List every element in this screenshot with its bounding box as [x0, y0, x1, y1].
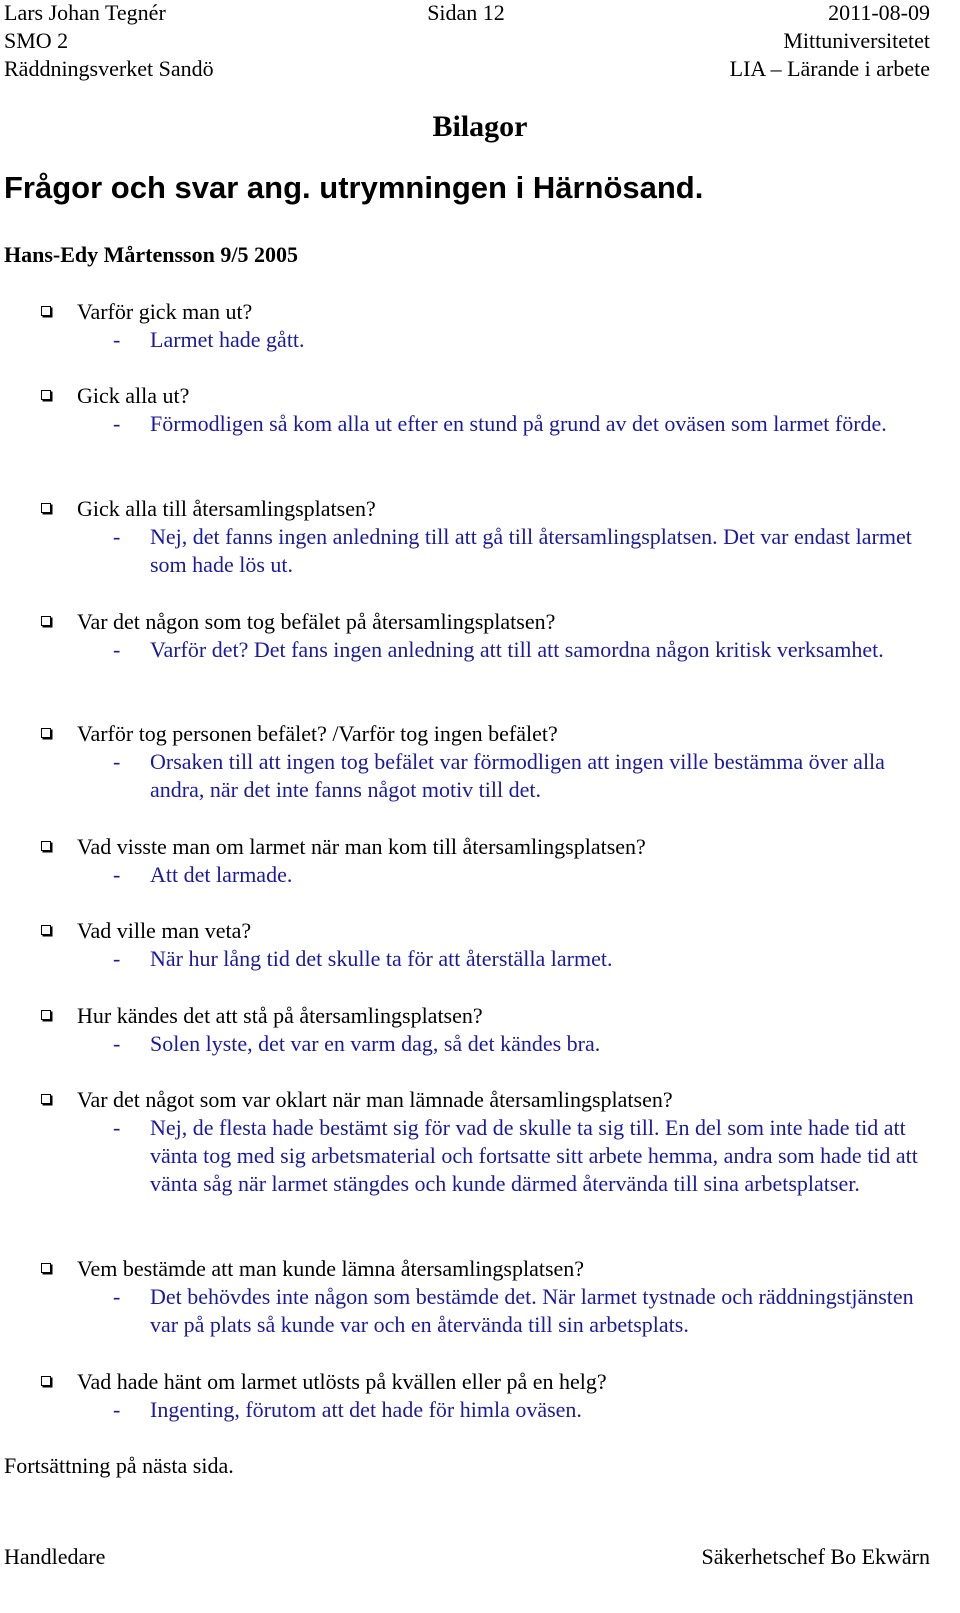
question-text: Vem bestämde att man kunde lämna återsamlingsplatsen?	[77, 1256, 585, 1281]
checkbox-bullet-icon	[41, 925, 51, 935]
continuation-note: Fortsättning på nästa sida.	[4, 1453, 234, 1478]
answer-dash: -	[113, 862, 121, 887]
question-text: Vad hade hänt om larmet utlösts på kvällen eller på en helg?	[77, 1369, 607, 1394]
answer-dash: -	[113, 327, 121, 352]
header-university: Mittuniversitetet	[783, 28, 930, 53]
header-organization: Räddningsverket Sandö	[4, 56, 214, 81]
question-text: Var det något som var oklart när man lämnade återsamlingsplatsen?	[77, 1087, 673, 1112]
answer-dash: -	[113, 946, 121, 971]
footer-right: Säkerhetschef Bo Ekwärn	[701, 1544, 930, 1569]
checkbox-bullet-icon	[41, 1010, 51, 1020]
answer-text: Varför det? Det fans ingen anledning att till att samordna någon kritisk verksamhet.	[150, 637, 884, 662]
answer-dash: -	[113, 524, 121, 549]
answer-dash: -	[113, 1397, 121, 1422]
qa-item	[0, 1368, 960, 1424]
section-heading: Frågor och svar ang. utrymningen i Härnösand.	[4, 170, 704, 205]
answer-text: Solen lyste, det var en varm dag, så det kändes bra.	[150, 1031, 601, 1056]
answer-dash: -	[113, 411, 121, 436]
question-text: Hur kändes det att stå på återsamlingsplatsen?	[77, 1003, 483, 1028]
header-program: LIA – Lärande i arbete	[729, 56, 930, 81]
checkbox-bullet-icon	[41, 1376, 51, 1386]
header-author: Lars Johan Tegnér	[4, 0, 166, 25]
question-text: Gick alla till återsamlingsplatsen?	[77, 496, 376, 521]
checkbox-bullet-icon	[41, 1094, 51, 1104]
question-text: Varför gick man ut?	[77, 299, 253, 324]
question-text: Gick alla ut?	[77, 383, 190, 408]
qa-item	[0, 382, 960, 438]
answer-text: Orsaken till att ingen tog befälet var förmodligen att ingen ville bestämma över alla andra, när det inte fanns något motiv till det.	[150, 749, 885, 803]
question-text: Var det någon som tog befälet på återsamlingsplatsen?	[77, 609, 556, 634]
qa-item	[0, 298, 960, 354]
answer-text: När hur lång tid det skulle ta för att återställa larmet.	[150, 946, 613, 971]
qa-item	[0, 608, 960, 664]
answer-text: Larmet hade gått.	[150, 327, 305, 352]
answer-text: Nej, det fanns ingen anledning till att gå till återsamlingsplatsen. Det var endast larmet som hade lös ut.	[150, 524, 912, 578]
answer-dash: -	[113, 749, 121, 774]
footer-left: Handledare	[4, 1544, 106, 1569]
header-page-number: Sidan 12	[427, 0, 505, 25]
header-date: 2011-08-09	[828, 0, 930, 25]
answer-text: Nej, de flesta hade bestämt sig för vad de skulle ta sig till. En del som inte hade tid att vänta tog med sig arbetsmaterial och fortsatte sitt arbete hemma, andra som hade tid att vänta såg när larmet stängdes och kunde därmed återvända till sina arbetsplatser.	[150, 1115, 918, 1197]
checkbox-bullet-icon	[41, 616, 51, 626]
qa-item	[0, 720, 960, 804]
checkbox-bullet-icon	[41, 728, 51, 738]
qa-item	[0, 1086, 960, 1199]
question-text: Vad visste man om larmet när man kom till återsamlingsplatsen?	[77, 834, 646, 859]
interviewee-line: Hans-Edy Mårtensson 9/5 2005	[4, 242, 298, 267]
checkbox-bullet-icon	[41, 1263, 51, 1273]
qa-item	[0, 917, 960, 973]
answer-dash: -	[113, 1115, 121, 1140]
answer-text: Ingenting, förutom att det hade för himla oväsen.	[150, 1397, 582, 1422]
question-text: Varför tog personen befälet? /Varför tog ingen befälet?	[77, 721, 558, 746]
qa-item	[0, 495, 960, 579]
answer-text: Förmodligen så kom alla ut efter en stund på grund av det oväsen som larmet förde.	[150, 411, 887, 436]
checkbox-bullet-icon	[41, 841, 51, 851]
page-title: Bilagor	[432, 110, 528, 143]
checkbox-bullet-icon	[41, 390, 51, 400]
checkbox-bullet-icon	[41, 503, 51, 513]
question-text: Vad ville man veta?	[77, 918, 252, 943]
qa-item	[0, 833, 960, 889]
answer-dash: -	[113, 1031, 121, 1056]
qa-item	[0, 1002, 960, 1058]
header-course: SMO 2	[4, 28, 69, 53]
answer-dash: -	[113, 637, 121, 662]
qa-item	[0, 1255, 960, 1339]
answer-text: Att det larmade.	[150, 862, 293, 887]
checkbox-bullet-icon	[41, 306, 51, 316]
answer-text: Det behövdes inte någon som bestämde det. När larmet tystnade och räddningstjänsten var på plats så kunde var och en återvända till sin arbetsplats.	[150, 1284, 914, 1338]
answer-dash: -	[113, 1284, 121, 1309]
